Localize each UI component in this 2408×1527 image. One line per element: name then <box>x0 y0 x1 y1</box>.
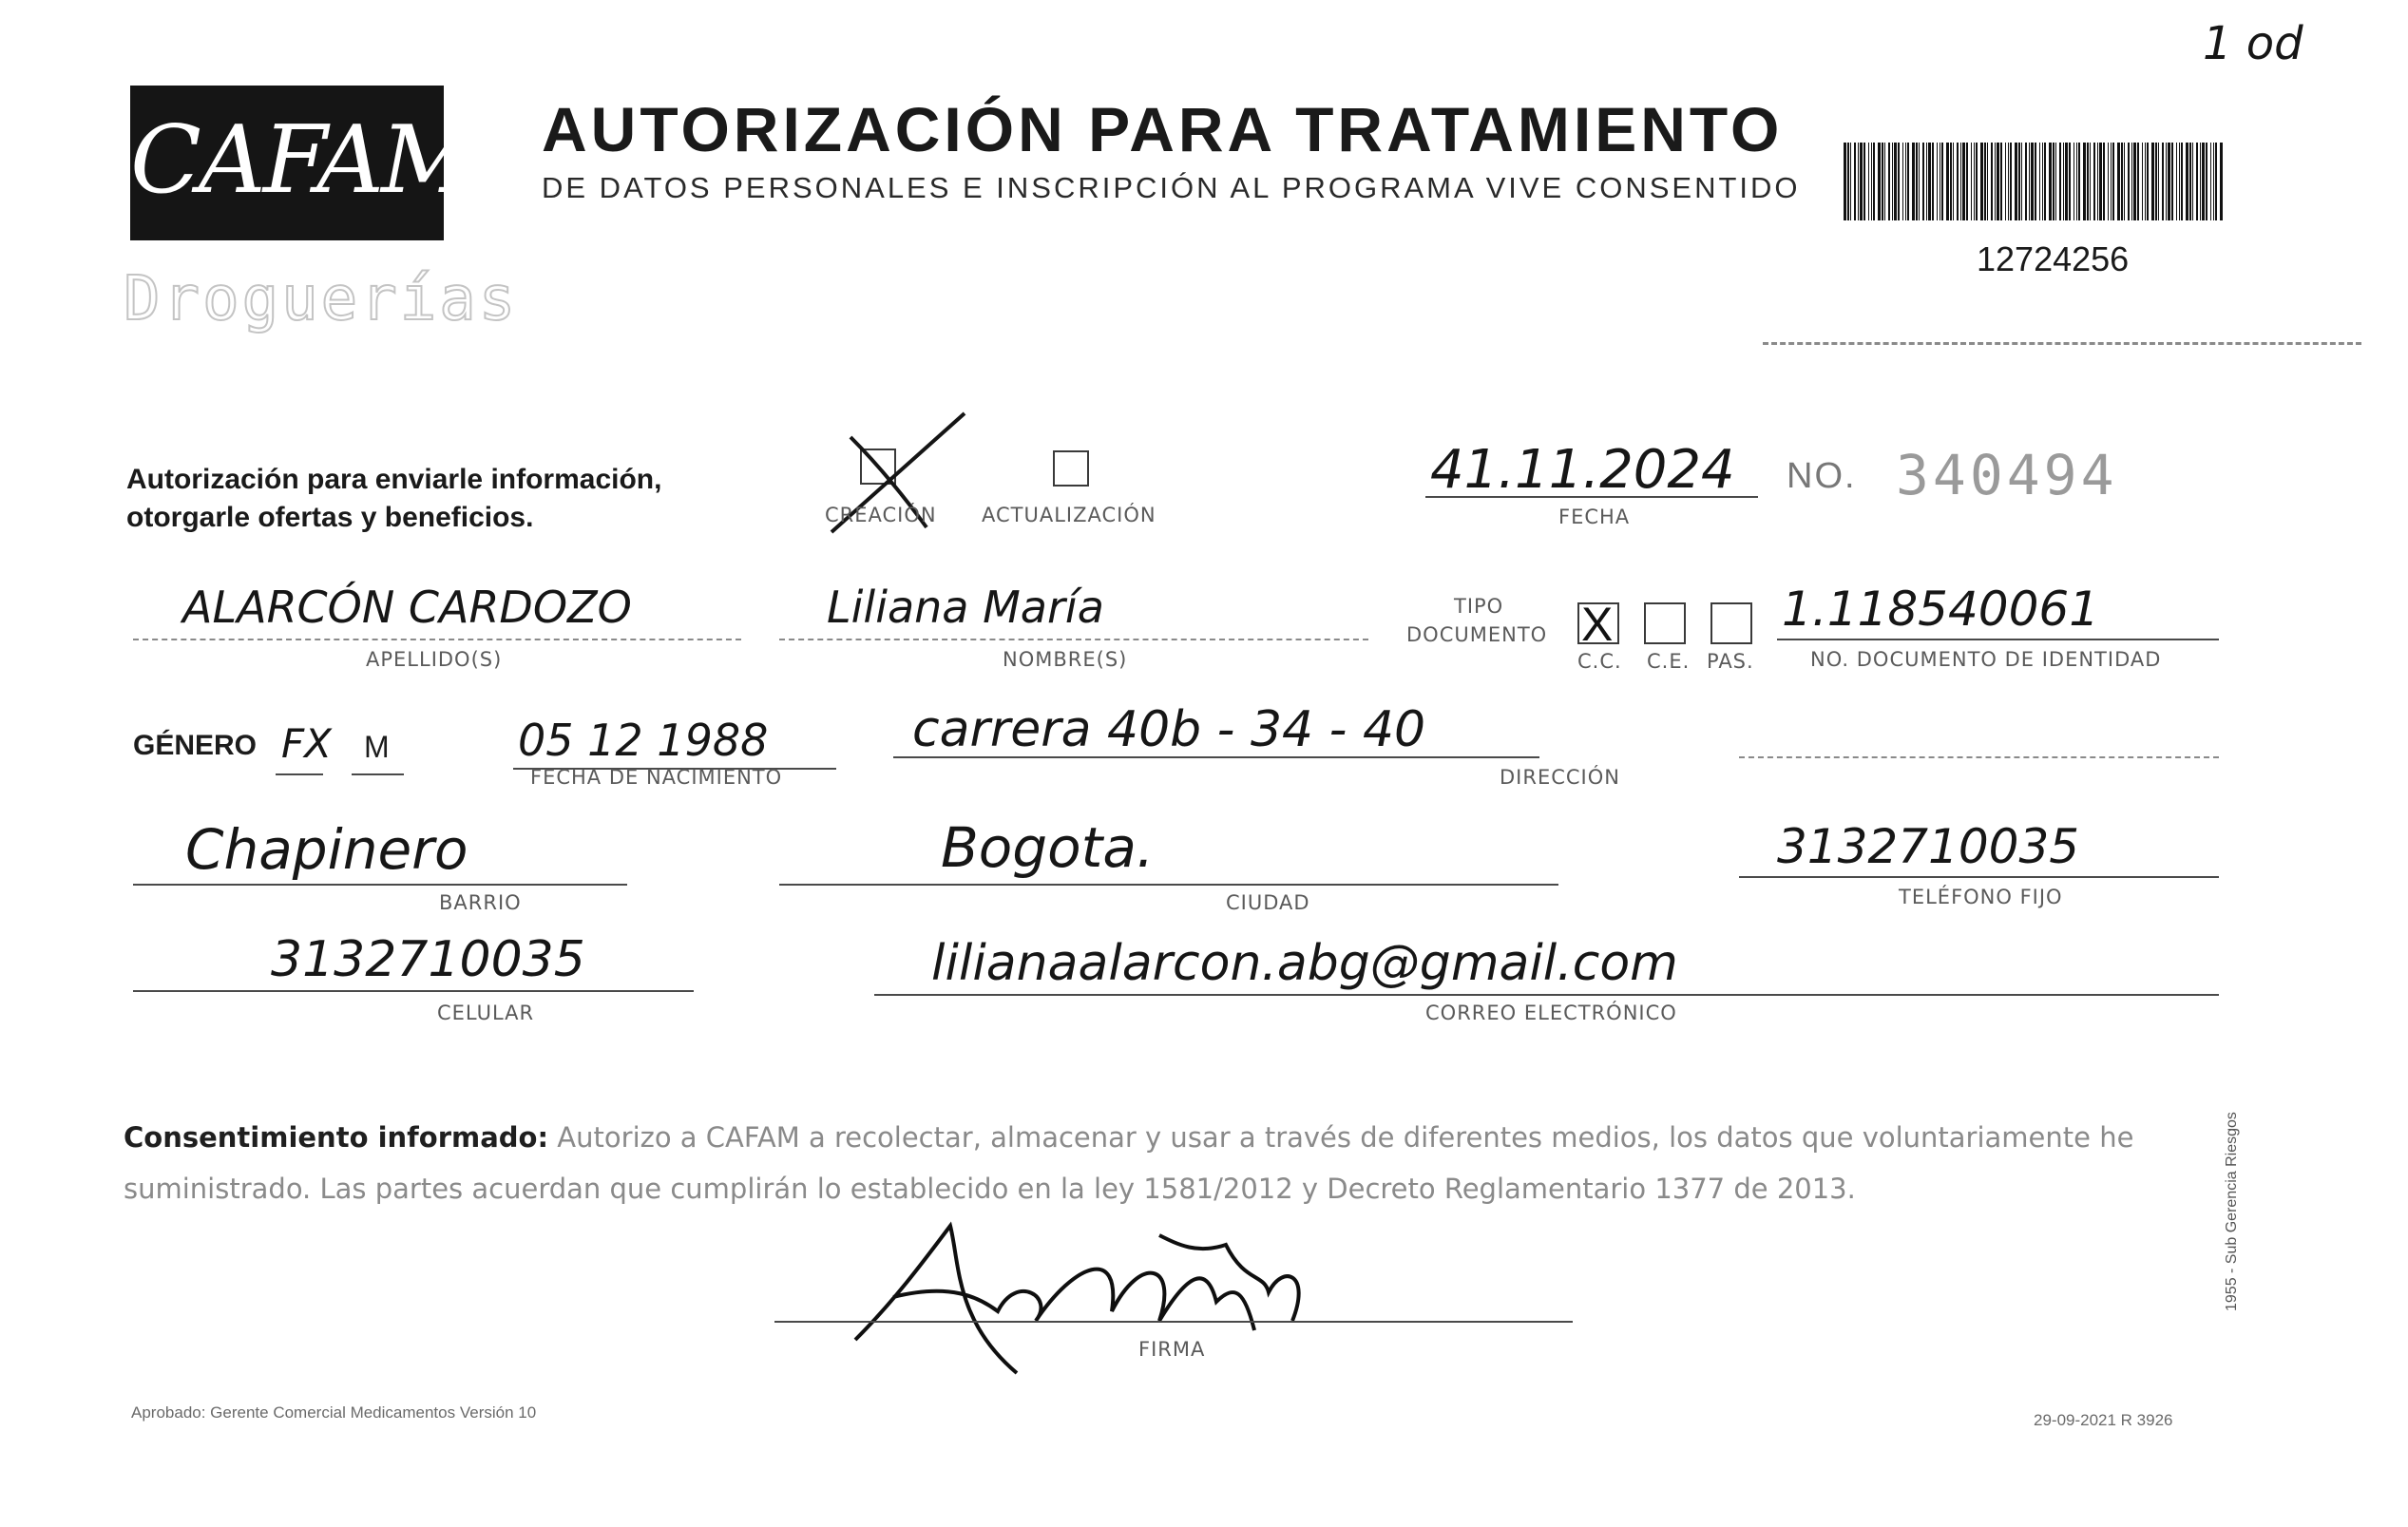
barcode-bar <box>2142 143 2143 220</box>
barcode-bar <box>1991 143 1993 220</box>
tipo-documento-label-2: DOCUMENTO <box>1406 623 1548 646</box>
logo-wordmark: CAFAM <box>130 106 474 215</box>
barcode-bar <box>2176 143 2177 220</box>
barcode-bar <box>1984 143 1986 220</box>
barcode-bar <box>1995 143 1996 220</box>
barcode-bar <box>2000 143 2002 220</box>
barcode-bar <box>2076 143 2077 220</box>
barcode-bar <box>1974 143 1975 220</box>
barcode-bar <box>1905 143 1906 220</box>
barcode-bar <box>2042 143 2043 220</box>
barcode-bar <box>1860 143 1863 220</box>
barcode-bar <box>1884 143 1885 220</box>
fecha-nacimiento-label: FECHA DE NACIMIENTO <box>530 766 783 789</box>
barcode-bar <box>2206 143 2207 220</box>
barcode-bar <box>2008 143 2009 220</box>
barcode-bar <box>1957 143 1959 220</box>
barcode-bar <box>1854 143 1856 220</box>
barcode-bar <box>2171 143 2173 220</box>
barcode-bar <box>1980 143 1983 220</box>
barcode-bar <box>2097 143 2098 220</box>
barcode-bar <box>1960 143 1961 220</box>
telefono-value: 3132710035 <box>1777 819 2080 874</box>
barcode-bar <box>1882 143 1883 220</box>
barcode-bar <box>2213 143 2214 220</box>
barcode-bar <box>2189 143 2191 220</box>
direccion-label: DIRECCIÓN <box>1500 766 1620 789</box>
barcode-bar <box>2202 143 2205 220</box>
barcode-bar <box>2111 143 2112 220</box>
barcode-bar <box>2192 143 2193 220</box>
fecha-line <box>1425 496 1758 498</box>
footer-approval: Aprobado: Gerente Comercial Medicamentos Versión 10 <box>131 1403 537 1422</box>
barcode-bar <box>2029 143 2030 220</box>
celular-line <box>133 990 694 992</box>
barcode-bar <box>2069 143 2071 220</box>
barcode-bar <box>1878 143 1881 220</box>
barrio-label: BARRIO <box>439 891 522 914</box>
barcode-bar <box>2179 143 2180 220</box>
form-title: AUTORIZACIÓN PARA TRATAMIENTO <box>542 94 1784 164</box>
barcode-bar <box>2133 143 2136 220</box>
number-label: NO. <box>1787 456 1857 496</box>
barcode-bar <box>2063 143 2064 220</box>
barcode-bar <box>1850 143 1851 220</box>
pas-label: PAS. <box>1707 650 1754 673</box>
barcode-bar <box>2200 143 2201 220</box>
barcode-bar <box>2059 143 2061 220</box>
barcode-bar <box>2078 143 2080 220</box>
barcode-bar <box>2117 143 2120 220</box>
barcode-bar <box>2137 143 2139 220</box>
apellidos-label: APELLIDO(S) <box>366 648 503 671</box>
barcode-bar <box>2112 143 2114 220</box>
barcode-bar <box>2121 143 2123 220</box>
documento-label: NO. DOCUMENTO DE IDENTIDAD <box>1810 648 2162 671</box>
pas-checkbox[interactable] <box>1710 602 1752 644</box>
barcode-bar <box>2053 143 2054 220</box>
barcode-bar <box>2049 143 2052 220</box>
genero-m-line <box>352 773 404 775</box>
logo-subtitle: Droguerías <box>124 264 519 334</box>
barcode-bar <box>2055 143 2056 220</box>
barcode-bar <box>1916 143 1918 220</box>
barcode-bar <box>2220 143 2223 220</box>
barcode-divider <box>1763 342 2361 345</box>
barcode-bar <box>1928 143 1931 220</box>
barcode-bar <box>1997 143 1999 220</box>
genero-f-line <box>276 773 323 775</box>
nombres-value: Liliana María <box>827 582 1104 633</box>
barcode-bar <box>2015 143 2017 220</box>
creacion-label: CREACIÓN <box>825 504 937 526</box>
barcode-bar <box>2044 143 2046 220</box>
barcode-bar <box>1863 143 1865 220</box>
fecha-label: FECHA <box>1558 506 1631 528</box>
barcode-bar <box>1941 143 1943 220</box>
barcode-bar <box>1844 143 1846 220</box>
tipo-documento-label-1: TIPO <box>1454 595 1504 618</box>
barcode-bar <box>1971 143 1972 220</box>
genero-label: GÉNERO <box>133 730 258 761</box>
documento-value: 1.118540061 <box>1782 582 2100 637</box>
barcode-bar <box>2131 143 2132 220</box>
cc-label: C.C. <box>1577 650 1622 673</box>
barcode-bar <box>2039 143 2040 220</box>
footer-code: 29-09-2021 R 3926 <box>2034 1411 2173 1429</box>
consent-paragraph <box>124 1112 2233 1214</box>
barcode-bar <box>1950 143 1952 220</box>
correo-line <box>874 994 2219 996</box>
barcode-bar <box>2151 143 2154 220</box>
ciudad-label: CIUDAD <box>1226 891 1310 914</box>
ce-checkbox[interactable] <box>1644 602 1686 644</box>
barcode-bar <box>2035 143 2036 220</box>
celular-value: 3132710035 <box>271 931 585 988</box>
barcode-bar <box>1847 143 1849 220</box>
actualizacion-checkbox[interactable] <box>1053 450 1089 487</box>
telefono-label: TELÉFONO FIJO <box>1899 886 2063 908</box>
direccion-line-ext <box>1739 756 2219 758</box>
barcode-bar <box>2147 143 2149 220</box>
barcode-bar <box>2083 143 2086 220</box>
barcode-bar <box>2065 143 2068 220</box>
barcode-bar <box>1919 143 1920 220</box>
authorization-line-1: Autorización para enviarle información, <box>126 464 662 495</box>
ciudad-line <box>779 884 1558 886</box>
correo-label: CORREO ELECTRÓNICO <box>1425 1002 1677 1024</box>
signature-line <box>774 1321 1573 1323</box>
barcode-bar <box>2196 143 2198 220</box>
correo-value: lilianaalarcon.abg@gmail.com <box>931 935 1678 992</box>
barrio-line <box>133 884 627 886</box>
barcode-graphic <box>1844 143 2224 220</box>
side-vertical-text: 1955 - Sub Gerencia Riesgos <box>2224 1112 2240 1311</box>
barcode-bar <box>1926 143 1927 220</box>
barcode-bar <box>1873 143 1875 220</box>
barcode-bar <box>2145 143 2146 220</box>
genero-f-mark: FX <box>281 720 332 767</box>
cc-mark: X <box>1581 598 1614 651</box>
barcode-bar <box>2087 143 2089 220</box>
barcode-bar <box>1953 143 1954 220</box>
consent-text: Autorizo a CAFAM a recolectar, almacenar y usar a través de diferentes medios, los datos que voluntariamente he suministrado. Las partes acuerdan que cumplirán lo establecido en la ley 1581/2012 y Decreto Reglamentario 1377 de 2013. <box>124 1121 2134 1205</box>
barcode-bar <box>1962 143 1965 220</box>
barcode-bar <box>1966 143 1968 220</box>
barcode-bar <box>1976 143 1978 220</box>
direccion-line <box>893 756 1539 758</box>
barcode-bar <box>2018 143 2020 220</box>
barcode-bar <box>1871 143 1872 220</box>
barcode-bar <box>2031 143 2034 220</box>
direccion-value: carrera 40b - 34 - 40 <box>912 701 1426 758</box>
barcode-bar <box>1907 143 1909 220</box>
telefono-line <box>1739 876 2219 878</box>
barcode-bar <box>2108 143 2109 220</box>
barcode-bar <box>2005 143 2006 220</box>
documento-line <box>1777 639 2219 640</box>
barcode-bar <box>2168 143 2170 220</box>
barcode-bar <box>1946 143 1949 220</box>
signature-label: FIRMA <box>1138 1338 1206 1361</box>
barcode-bar <box>2124 143 2125 220</box>
barcode-bar <box>2155 143 2157 220</box>
signature-graphic <box>836 1207 1368 1378</box>
barcode-bar <box>2215 143 2217 220</box>
barcode-bar <box>1932 143 1934 220</box>
apellidos-value: ALARCÓN CARDOZO <box>182 582 632 633</box>
genero-m-option[interactable]: M <box>364 730 390 764</box>
corner-handwritten-mark: 1 od <box>2203 17 2303 70</box>
barcode-bar <box>2093 143 2095 220</box>
barcode-bar <box>2025 143 2027 220</box>
form-subtitle: DE DATOS PERSONALES E INSCRIPCIÓN AL PROGRAMA VIVE CONSENTIDO <box>542 171 1801 204</box>
barcode-bar <box>2186 143 2188 220</box>
barrio-value: Chapinero <box>185 817 468 882</box>
barcode-bar <box>2021 143 2022 220</box>
apellidos-line <box>133 639 741 640</box>
actualizacion-label: ACTUALIZACIÓN <box>982 504 1156 526</box>
nombres-label: NOMBRE(S) <box>1003 648 1128 671</box>
barcode-bar <box>2128 143 2130 220</box>
barcode-bar <box>1868 143 1869 220</box>
authorization-text <box>126 461 661 537</box>
barcode-bar <box>2090 143 2091 220</box>
barcode-bar <box>1898 143 1900 220</box>
barcode-bar <box>1987 143 1988 220</box>
barcode-bar <box>1888 143 1890 220</box>
barcode-bar <box>2166 143 2167 220</box>
barcode-bar <box>1912 143 1915 220</box>
barcode-bar <box>2181 143 2183 220</box>
celular-label: CELULAR <box>437 1002 535 1024</box>
barcode-bar <box>2103 143 2105 220</box>
barcode-number: 12724256 <box>1977 239 2130 278</box>
barcode-bar <box>1858 143 1859 220</box>
barcode-bar <box>1892 143 1893 220</box>
consecutive-number: 340494 <box>1896 443 2118 507</box>
ciudad-value: Bogota. <box>941 815 1155 880</box>
authorization-line-2: otorgarle ofertas y beneficios. <box>126 502 534 533</box>
barcode-bar <box>2158 143 2159 220</box>
ce-label: C.E. <box>1647 650 1691 673</box>
barcode-bar <box>1902 143 1903 220</box>
barcode-bar <box>1894 143 1897 220</box>
barcode-bar <box>2010 143 2012 220</box>
fecha-value: 41.11.2024 <box>1430 439 1735 501</box>
nombres-line <box>779 639 1368 640</box>
barcode-bar <box>2099 143 2102 220</box>
fecha-nacimiento-value: 05 12 1988 <box>518 715 769 766</box>
barcode-bar <box>1937 143 1938 220</box>
barcode-bar <box>1922 143 1924 220</box>
barcode-bar <box>2210 143 2211 220</box>
consent-heading: Consentimiento informado: <box>124 1121 549 1154</box>
barcode-bar <box>2162 143 2164 220</box>
